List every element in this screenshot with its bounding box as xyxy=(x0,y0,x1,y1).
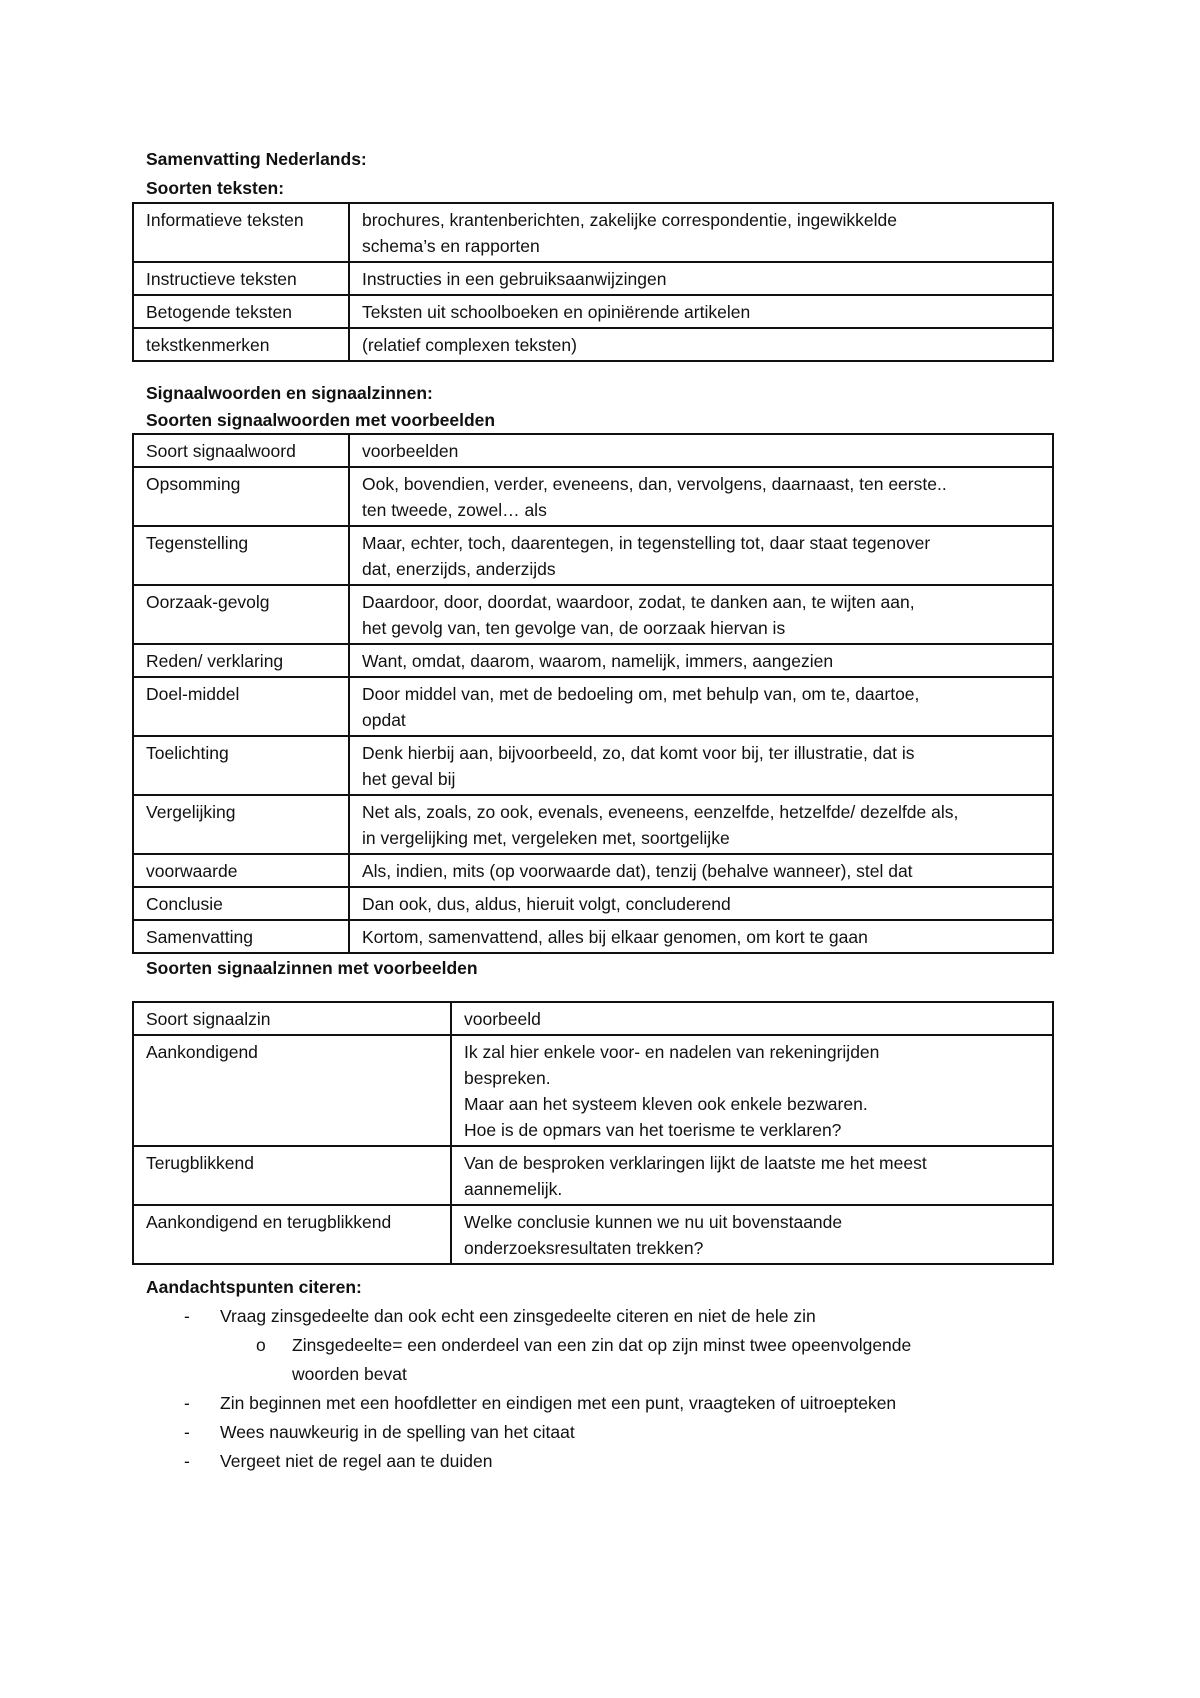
table-cell-example: Ik zal hier enkele voor- en nadelen van rekeningrijden bespreken. Maar aan het systeem kleven ook enkele bezwaren. Hoe is de opmars van het toerisme te verklaren? xyxy=(451,1035,1053,1146)
dash-bullet: - xyxy=(184,1422,190,1442)
table-row xyxy=(133,1035,1053,1146)
section-heading-citeren: Aandachtspunten citeren: xyxy=(146,1277,362,1297)
table-cell-examples: Door middel van, met de bedoeling om, met behulp van, om te, daartoe, opdat xyxy=(349,677,1053,736)
table-cell-type: tekstkenmerken xyxy=(133,328,349,361)
table-cell-examples: Net als, zoals, zo ook, evenals, eveneens, eenzelfde, hetzelfde/ dezelfde als, in vergelijking met, vergeleken met, soortgelijke xyxy=(349,795,1053,854)
table-row xyxy=(133,795,1053,854)
list-item: - Vergeet niet de regel aan te duiden xyxy=(146,1447,1066,1476)
table-cell-examples: Daardoor, door, doordat, waardoor, zodat, te danken aan, te wijten aan, het gevolg van, ten gevolge van, de oorzaak hiervan is xyxy=(349,585,1053,644)
table-signal-words xyxy=(132,433,1054,954)
table-row xyxy=(133,295,1053,328)
table-cell-type: Tegenstelling xyxy=(133,526,349,585)
table-cell-description: Teksten uit schoolboeken en opiniërende artikelen xyxy=(349,295,1053,328)
table-cell-example: Van de besproken verklaringen lijkt de laatste me het meest aannemelijk. xyxy=(451,1146,1053,1205)
table-cell-examples: Ook, bovendien, verder, eveneens, dan, vervolgens, daarnaast, ten eerste.. ten tweede, zowel… als xyxy=(349,467,1053,526)
table-row xyxy=(133,526,1053,585)
table-row xyxy=(133,328,1053,361)
table-cell-examples: Dan ook, dus, aldus, hieruit volgt, concluderend xyxy=(349,887,1053,920)
table-cell-examples: Want, omdat, daarom, waarom, namelijk, immers, aangezien xyxy=(349,644,1053,677)
dash-bullet: - xyxy=(184,1306,190,1326)
table-cell-type: Opsomming xyxy=(133,467,349,526)
table-cell-type: Aankondigend xyxy=(133,1035,451,1146)
table-cell-examples: Kortom, samenvattend, alles bij elkaar genomen, om kort te gaan xyxy=(349,920,1053,953)
document-title: Samenvatting Nederlands: xyxy=(146,149,367,169)
table-row xyxy=(133,585,1053,644)
table-cell-type: Doel-middel xyxy=(133,677,349,736)
table-cell-type: Oorzaak-gevolg xyxy=(133,585,349,644)
dash-bullet: - xyxy=(184,1393,190,1413)
table-row xyxy=(133,677,1053,736)
table-text-types xyxy=(132,202,1054,362)
table-row xyxy=(133,262,1053,295)
table-signal-sentences xyxy=(132,1001,1054,1265)
table-row xyxy=(133,644,1053,677)
list-item: - Wees nauwkeurig in de spelling van het citaat xyxy=(146,1418,1066,1447)
section-heading-signaalwoorden: Signaalwoorden en signaalzinnen: xyxy=(146,383,433,403)
list-item: - Vraag zinsgedeelte dan ook echt een zinsgedeelte citeren en niet de hele zin xyxy=(146,1302,1066,1331)
dash-bullet: - xyxy=(184,1451,190,1471)
table-cell-type: Reden/ verklaring xyxy=(133,644,349,677)
table-header-cell: voorbeeld xyxy=(451,1002,1053,1035)
section-heading-signaalzinnen: Soorten signaalzinnen met voorbeelden xyxy=(146,958,478,978)
table-header-cell: Soort signaalwoord xyxy=(133,434,349,467)
table-row xyxy=(133,1205,1053,1264)
bullet-list xyxy=(146,1302,1066,1476)
table-header-cell: Soort signaalzin xyxy=(133,1002,451,1035)
section-heading-soorten-teksten: Soorten teksten: xyxy=(146,178,285,198)
table-cell-type: Aankondigend en terugblikkend xyxy=(133,1205,451,1264)
section-subheading-signaalwoorden: Soorten signaalwoorden met voorbeelden xyxy=(146,410,496,430)
table-cell-examples: Maar, echter, toch, daarentegen, in tegenstelling tot, daar staat tegenover dat, enerzijds, anderzijds xyxy=(349,526,1053,585)
table-row xyxy=(133,887,1053,920)
sub-list-item: o Zinsgedeelte= een onderdeel van een zin dat op zijn minst twee opeenvolgende woorden bevat xyxy=(146,1331,1066,1389)
list-item: - Zin beginnen met een hoofdletter en eindigen met een punt, vraagteken of uitroepteken xyxy=(146,1389,1066,1418)
table-row xyxy=(133,736,1053,795)
table-cell-example: Welke conclusie kunnen we nu uit bovenstaande onderzoeksresultaten trekken? xyxy=(451,1205,1053,1264)
table-cell-type: Conclusie xyxy=(133,887,349,920)
table-cell-description: brochures, krantenberichten, zakelijke correspondentie, ingewikkelde schema’s en rapporten xyxy=(349,203,1053,262)
table-cell-examples: Als, indien, mits (op voorwaarde dat), tenzij (behalve wanneer), stel dat xyxy=(349,854,1053,887)
circle-bullet: o xyxy=(256,1335,266,1355)
table-cell-type: Vergelijking xyxy=(133,795,349,854)
table-cell-examples: Denk hierbij aan, bijvoorbeeld, zo, dat komt voor bij, ter illustratie, dat is het geval bij xyxy=(349,736,1053,795)
table-cell-description: (relatief complexen teksten) xyxy=(349,328,1053,361)
table-row xyxy=(133,467,1053,526)
table-cell-description: Instructies in een gebruiksaanwijzingen xyxy=(349,262,1053,295)
table-row xyxy=(133,1146,1053,1205)
table-row xyxy=(133,854,1053,887)
table-cell-type: voorwaarde xyxy=(133,854,349,887)
table-cell-type: Samenvatting xyxy=(133,920,349,953)
table-header-cell: voorbeelden xyxy=(349,434,1053,467)
table-header-row xyxy=(133,434,1053,467)
table-cell-type: Terugblikkend xyxy=(133,1146,451,1205)
table-cell-type: Informatieve teksten xyxy=(133,203,349,262)
table-row xyxy=(133,920,1053,953)
table-cell-type: Betogende teksten xyxy=(133,295,349,328)
table-row xyxy=(133,203,1053,262)
table-cell-type: Instructieve teksten xyxy=(133,262,349,295)
table-header-row xyxy=(133,1002,1053,1035)
table-cell-type: Toelichting xyxy=(133,736,349,795)
